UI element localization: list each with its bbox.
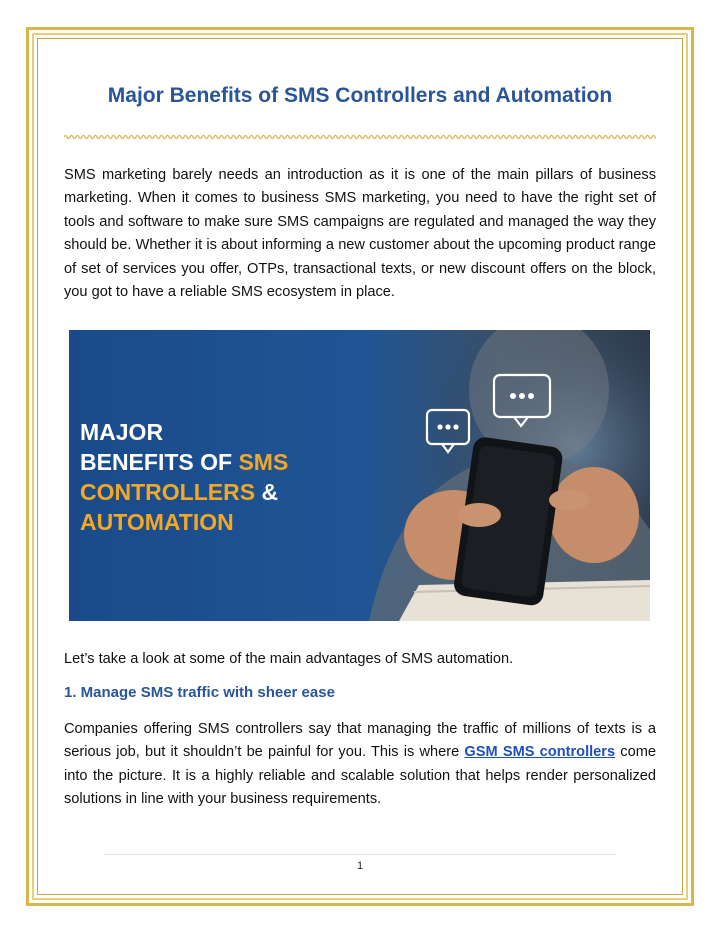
section-text-part2: come into the picture. It is a highly reliable and scalable solution that helps render personalized solutions in line with your business requirements. bbox=[64, 744, 656, 808]
intro-paragraph: SMS marketing barely needs an introduction as it is one of the main pillars of business marketing. When it comes to business SMS marketing, you need to have the right set of tools and software to make sure SMS campaigns are regulated and managed the way they should be. Whether it is about informing a new customer about the upcoming product range of set of services you offer, OTPs, transactional texts, or new discount offers on the block, you got to have a reliable SMS ecosystem in place. bbox=[64, 167, 656, 301]
page-number: 1 bbox=[356, 860, 364, 872]
section-heading: 1. Manage SMS traffic with sheer ease bbox=[64, 684, 335, 701]
wavy-divider bbox=[64, 133, 656, 141]
hero-image bbox=[69, 330, 650, 621]
page-title: Major Benefits of SMS Controllers and Automation bbox=[107, 84, 613, 107]
section-paragraph bbox=[64, 718, 656, 812]
hero-line-1: MAJOR bbox=[80, 419, 164, 445]
section-text-part1: Companies offering SMS controllers say that managing the traffic of millions of texts is a serious job, but it shouldn’t be painful for you. This is where bbox=[64, 721, 656, 761]
lead-in-paragraph: Let’s take a look at some of the main advantages of SMS automation. bbox=[64, 651, 514, 667]
hero-line-2: BENEFITS OF SMS bbox=[80, 449, 289, 475]
hero-line-4: AUTOMATION bbox=[80, 509, 234, 535]
footer-divider bbox=[104, 854, 616, 855]
gsm-sms-controllers-link[interactable]: GSM SMS controllers bbox=[464, 744, 616, 761]
hero-line-3: CONTROLLERS & bbox=[80, 479, 279, 505]
